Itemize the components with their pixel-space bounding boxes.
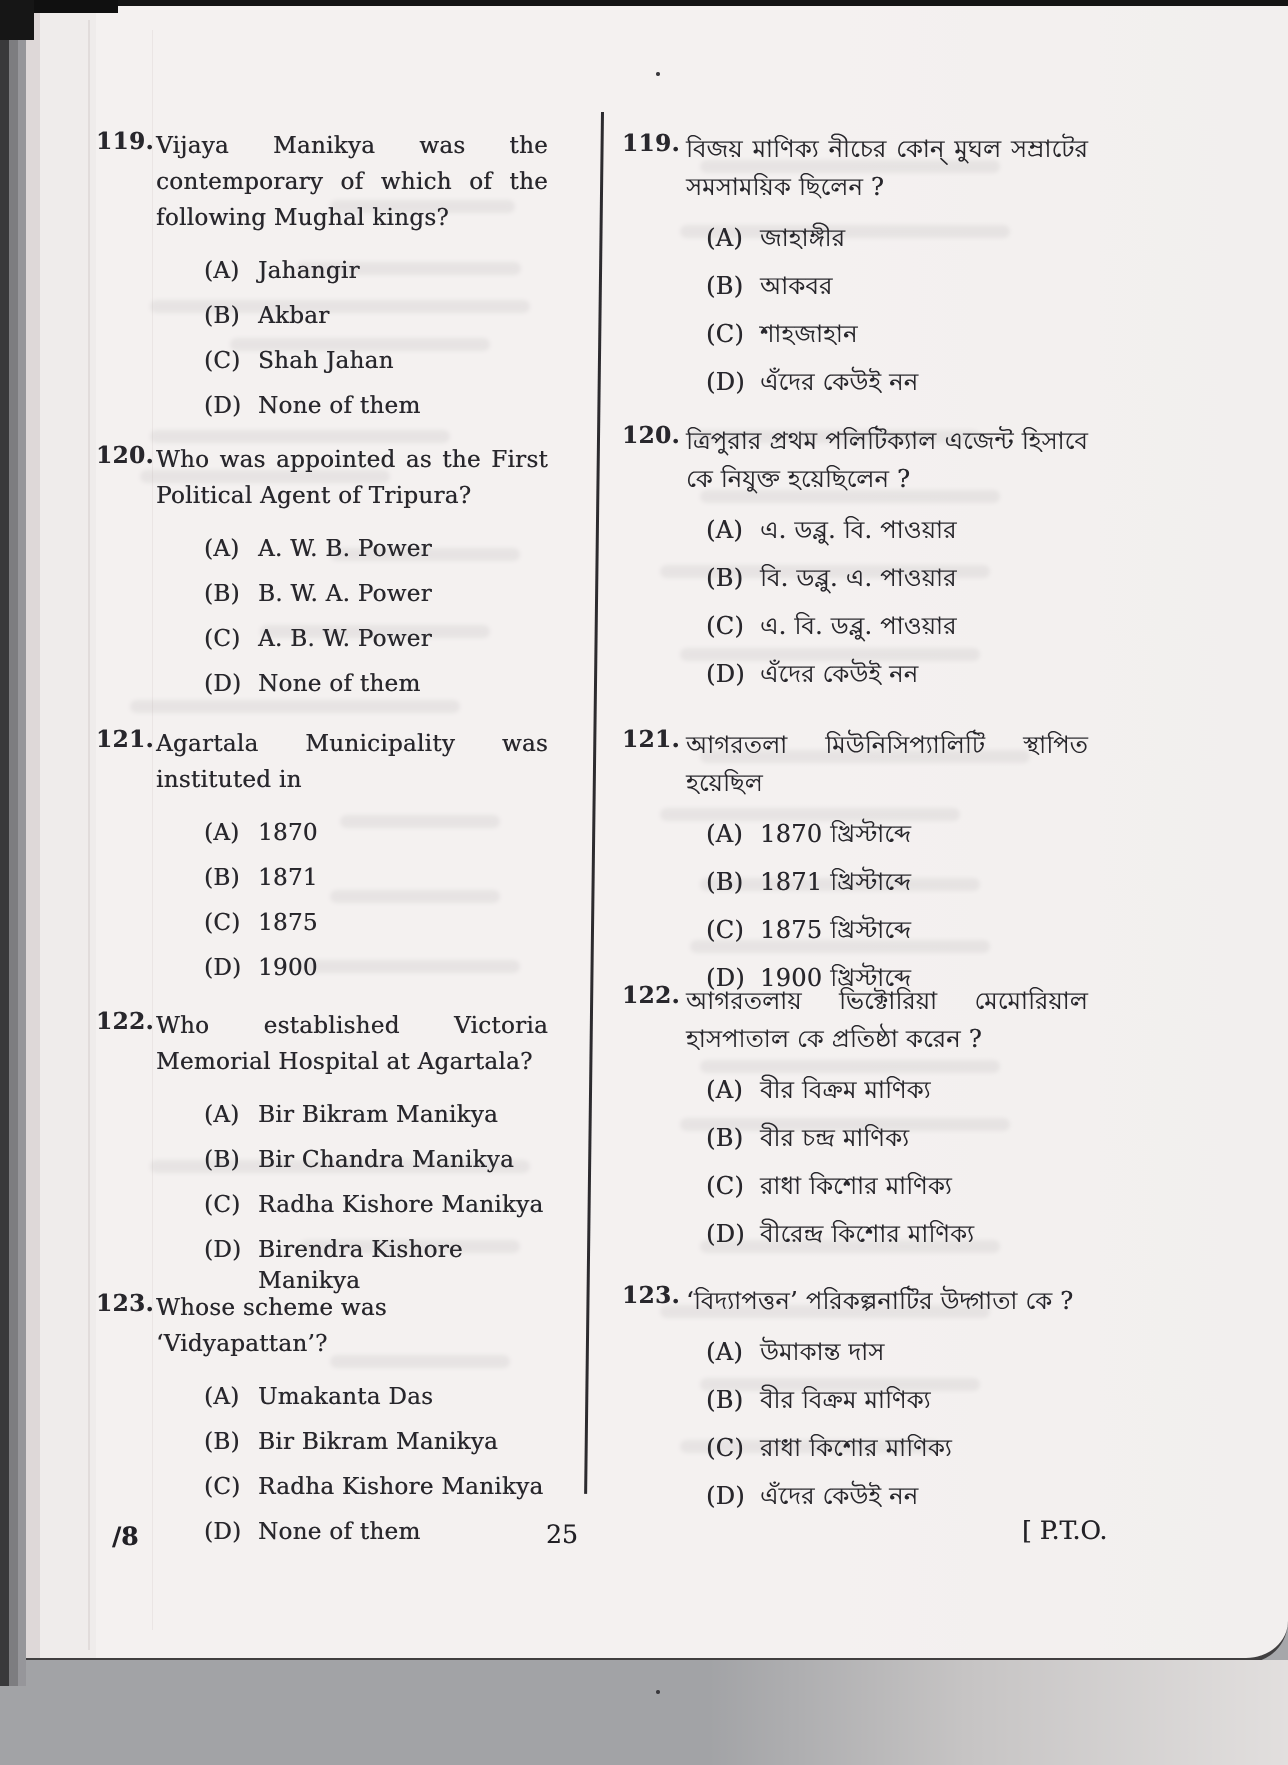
options-list (96, 818, 548, 984)
scan-bleed-artifact (130, 700, 460, 713)
option-text: এঁদের কেউই নন (760, 1482, 919, 1510)
question-text: ‘বিদ্যাপত্তন’ পরিকল্পনাটির উদ্গাতা কে ? (686, 1287, 1074, 1315)
option-row (706, 658, 1088, 690)
option-text: B. W. A. Power (258, 581, 432, 607)
option-text: রাধা কিশোর মাণিক্য (760, 1172, 952, 1200)
scan-speck (656, 1690, 660, 1694)
option-text: None of them (258, 393, 421, 419)
option-text: 1871 (258, 865, 318, 891)
question-119-en (96, 128, 548, 422)
option-row (706, 562, 1088, 594)
option-text: এ. বি. ডব্লু. পাওয়ার (760, 612, 957, 640)
option-row (706, 1336, 1088, 1368)
question-text: আগরতলা মিউনিসিপ্যালিটি স্থাপিত হয়েছিল (686, 731, 1088, 797)
option-text: রাধা কিশোর মাণিক্য (760, 1434, 952, 1462)
option-row (706, 1384, 1088, 1416)
option-text: বীরেন্দ্র কিশোর মাণিক্য (760, 1220, 975, 1248)
question-120-en (96, 442, 548, 700)
question-123-en (96, 1290, 548, 1548)
option-row (204, 863, 548, 894)
page-number: 25 (546, 1520, 578, 1549)
scan-top-corner (0, 0, 34, 40)
option-letter: (C) (204, 910, 241, 936)
options-list (622, 514, 1088, 690)
option-row (706, 866, 1088, 898)
option-letter: (A) (204, 1384, 240, 1410)
option-text: 1871 খ্রিস্টাব্দে (760, 868, 912, 896)
scan-top-edge (0, 0, 1288, 6)
scanner-background (0, 1660, 1288, 1765)
question-text: Whose scheme was ‘Vidyapattan’? (156, 1295, 387, 1357)
option-letter: (B) (204, 581, 240, 607)
option-text: Shah Jahan (258, 348, 394, 374)
option-letter: (A) (204, 1102, 240, 1128)
option-text: 1875 খ্রিস্টাব্দে (760, 916, 912, 944)
option-letter: (C) (204, 348, 241, 374)
option-row (706, 514, 1088, 546)
option-text: A. W. B. Power (258, 536, 432, 562)
option-letter: (D) (204, 1237, 242, 1263)
option-letter: (A) (204, 820, 240, 846)
options-list (96, 534, 548, 700)
book-spine-shadow (0, 0, 26, 1686)
option-letter: (A) (204, 536, 240, 562)
option-letter: (B) (204, 865, 240, 891)
question-123-bn (622, 1282, 1088, 1512)
option-letter: (C) (204, 1474, 241, 1500)
option-text: 1870 (258, 820, 318, 846)
option-row (706, 1480, 1088, 1512)
question-text: ত্রিপুরার প্রথম পলিটিক্যাল এজেন্ট হিসাবে কে নিযুক্ত হয়েছিলেন ? (686, 427, 1088, 493)
option-letter: (C) (706, 320, 744, 348)
option-letter: (A) (706, 1338, 743, 1366)
option-letter: (D) (204, 393, 242, 419)
option-letter: (B) (706, 272, 744, 300)
question-121-en (96, 726, 548, 984)
option-row (706, 222, 1088, 254)
option-letter: (B) (204, 1147, 240, 1173)
option-letter: (C) (706, 612, 744, 640)
option-row (706, 1122, 1088, 1154)
option-row (204, 624, 548, 655)
question-number: 121. (96, 726, 155, 753)
option-row (204, 1517, 548, 1548)
option-letter: (D) (706, 1482, 745, 1510)
question-number: 123. (622, 1282, 681, 1309)
option-text: Jahangir (258, 258, 360, 284)
question-number: 123. (96, 1290, 155, 1317)
option-text: 1900 (258, 955, 318, 981)
option-row (204, 301, 548, 332)
option-row (204, 256, 548, 287)
option-letter: (D) (204, 955, 242, 981)
question-number: 119. (96, 128, 155, 155)
option-letter: (B) (706, 1386, 744, 1414)
option-text: Bir Chandra Manikya (258, 1147, 515, 1173)
option-text: Bir Bikram Manikya (258, 1429, 499, 1455)
option-text: শাহজাহান (760, 320, 858, 348)
option-text: উমাকান্ত দাস (760, 1338, 885, 1366)
scan-speck (656, 72, 660, 76)
option-row (204, 1100, 548, 1131)
question-number: 119. (622, 130, 681, 157)
option-row (204, 346, 548, 377)
option-letter: (A) (706, 224, 743, 252)
option-letter: (A) (706, 1076, 743, 1104)
option-letter: (D) (706, 368, 745, 396)
option-row (706, 914, 1088, 946)
option-letter: (A) (204, 258, 240, 284)
option-row (204, 953, 548, 984)
question-text: বিজয় মাণিক্য নীচের কোন্ মুঘল সম্রাটের সমসাময়িক ছিলেন ? (686, 135, 1088, 201)
question-text: Vijaya Manikya was the contemporary of which of the following Mughal kings? (156, 133, 548, 231)
option-row (706, 610, 1088, 642)
option-row (706, 818, 1088, 850)
option-letter: (D) (706, 964, 745, 992)
question-122-en (96, 1008, 548, 1297)
page-crease (88, 20, 90, 1650)
option-text: বি. ডব্লু. এ. পাওয়ার (760, 564, 957, 592)
question-number: 122. (96, 1008, 155, 1035)
option-text: 1900 খ্রিস্টাব্দে (760, 964, 912, 992)
options-list (622, 818, 1088, 994)
option-row (706, 1432, 1088, 1464)
question-122-bn (622, 982, 1088, 1250)
option-text: Radha Kishore Manikya (258, 1474, 544, 1500)
option-row (706, 366, 1088, 398)
options-list (96, 1100, 548, 1297)
options-list (96, 1382, 548, 1548)
option-text: 1870 খ্রিস্টাব্দে (760, 820, 912, 848)
option-text: এ. ডব্লু. বি. পাওয়ার (760, 516, 957, 544)
question-number: 122. (622, 982, 681, 1009)
option-text: A. B. W. Power (258, 626, 432, 652)
option-text: বীর চন্দ্র মাণিক্য (760, 1124, 910, 1152)
options-list (96, 256, 548, 422)
question-number: 120. (96, 442, 155, 469)
option-row (204, 1472, 548, 1503)
option-letter: (C) (706, 1434, 744, 1462)
question-120-bn (622, 422, 1088, 690)
option-row (706, 318, 1088, 350)
option-text: বীর বিক্রম মাণিক্য (760, 1386, 931, 1414)
option-text: None of them (258, 671, 421, 697)
option-text: Umakanta Das (258, 1384, 434, 1410)
question-text: Agartala Municipality was instituted in (156, 731, 548, 793)
option-text: 1875 (258, 910, 318, 936)
question-number: 120. (622, 422, 681, 449)
option-letter: (A) (706, 820, 743, 848)
option-text: None of them (258, 1519, 421, 1545)
option-row (204, 1235, 548, 1297)
option-letter: (B) (706, 868, 744, 896)
option-row (204, 534, 548, 565)
option-text: Akbar (258, 303, 330, 329)
booklet-code: /8 (112, 1522, 139, 1551)
option-row (204, 391, 548, 422)
option-text: এঁদের কেউই নন (760, 368, 919, 396)
option-row (204, 818, 548, 849)
option-row (706, 1218, 1088, 1250)
question-text: Who established Victoria Memorial Hospital at Agartala? (156, 1013, 548, 1075)
option-letter: (B) (706, 1124, 744, 1152)
option-letter: (B) (204, 1429, 240, 1455)
option-letter: (C) (706, 916, 744, 944)
option-text: জাহাঙ্গীর (760, 224, 846, 252)
options-list (622, 222, 1088, 398)
option-text: Radha Kishore Manikya (258, 1192, 544, 1218)
pto-label: [ P.T.O. (1022, 1516, 1108, 1545)
option-row (706, 270, 1088, 302)
option-row (706, 1074, 1088, 1106)
question-119-bn (622, 130, 1088, 398)
option-row (204, 908, 548, 939)
option-row (204, 1145, 548, 1176)
option-text: Birendra Kishore Manikya (258, 1237, 463, 1294)
options-list (622, 1074, 1088, 1250)
option-letter: (D) (706, 1220, 745, 1248)
option-letter: (C) (204, 1192, 241, 1218)
option-text: এঁদের কেউই নন (760, 660, 919, 688)
option-row (706, 1170, 1088, 1202)
option-text: Bir Bikram Manikya (258, 1102, 499, 1128)
option-letter: (D) (204, 671, 242, 697)
option-letter: (B) (706, 564, 744, 592)
question-text: আগরতলায় ভিক্টোরিয়া মেমোরিয়াল হাসপাতাল কে প্রতিষ্ঠা করেন ? (686, 987, 1088, 1053)
question-text: Who was appointed as the First Political Agent of Tripura? (156, 447, 548, 509)
option-text: আকবর (760, 272, 833, 300)
option-row (204, 1190, 548, 1221)
option-text: বীর বিক্রম মাণিক্য (760, 1076, 931, 1104)
question-121-bn (622, 726, 1088, 994)
option-row (204, 579, 548, 610)
option-letter: (A) (706, 516, 743, 544)
option-letter: (C) (706, 1172, 744, 1200)
option-row (204, 1382, 548, 1413)
option-letter: (C) (204, 626, 241, 652)
option-letter: (D) (706, 660, 745, 688)
option-row (204, 669, 548, 700)
question-number: 121. (622, 726, 681, 753)
options-list (622, 1336, 1088, 1512)
option-letter: (D) (204, 1519, 242, 1545)
option-letter: (B) (204, 303, 240, 329)
option-row (204, 1427, 548, 1458)
